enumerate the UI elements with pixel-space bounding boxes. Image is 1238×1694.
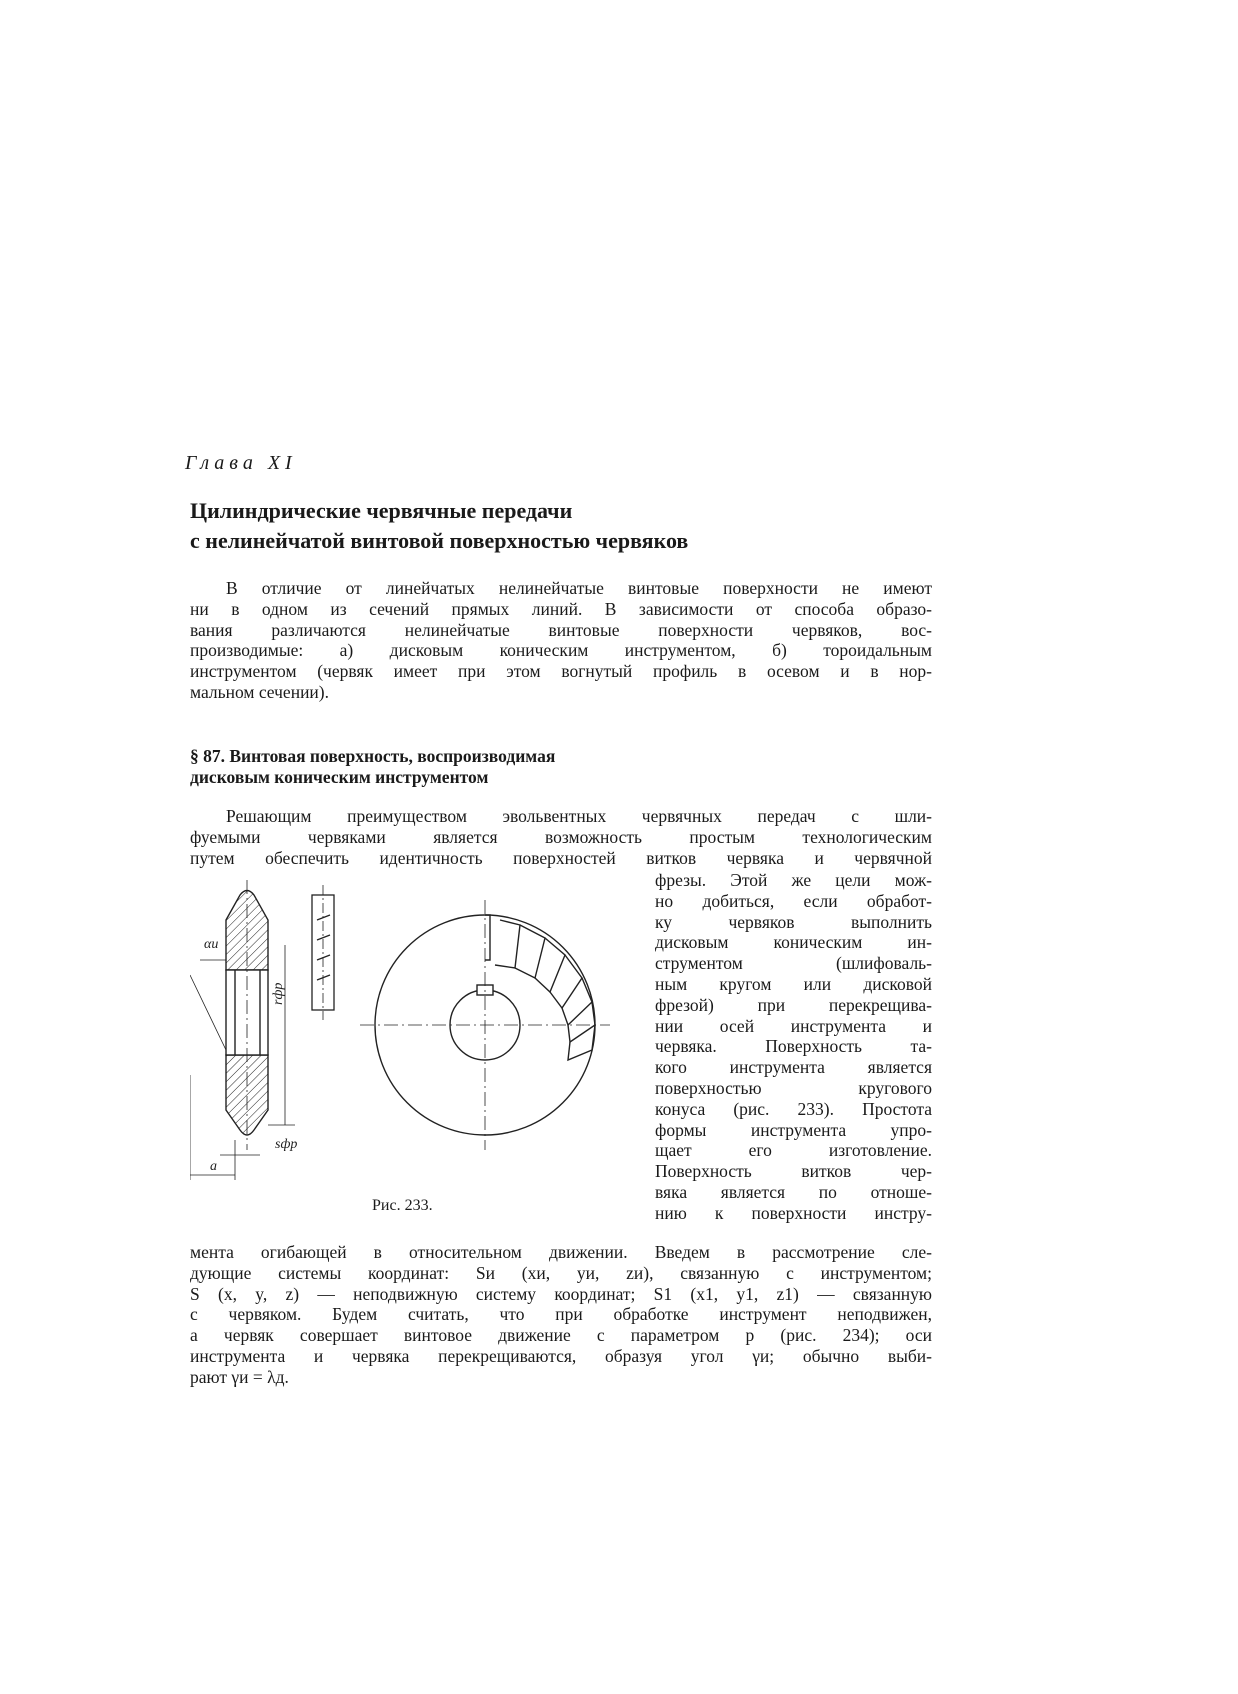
side-line: ку червяков выполнить	[655, 911, 932, 932]
chapter-title-line-2: с нелинейчатой винтовой поверхностью червяков	[190, 528, 689, 553]
side-line: вяка является по отноше-	[655, 1181, 932, 1202]
intro-line: инструментом (червяк имеет при этом вогнутый профиль в осевом и в нор-	[190, 661, 932, 682]
section-heading-line-1: § 87. Винтовая поверхность, воспроизводимая	[190, 746, 556, 766]
side-line: поверхностью кругового	[655, 1077, 932, 1098]
side-line: кого инструмента является	[655, 1057, 932, 1078]
intro-line: ни в одном из сечений прямых линий. В зависимости от способа образо-	[190, 598, 932, 619]
chapter-title-line-1: Цилиндрические червячные передачи	[190, 498, 573, 523]
body-top-paragraph	[190, 806, 932, 868]
intro-paragraph	[190, 578, 932, 703]
body-line: а червяк совершает винтовое движение с параметром p (рис. 234); оси	[190, 1325, 932, 1346]
body-line: с червяком. Будем считать, что при обработке инструмент неподвижен,	[190, 1304, 932, 1325]
side-line: фрезой) при перекрещива-	[655, 994, 932, 1015]
body-line: путем обеспечить идентичность поверхностей витков червяка и червячной	[190, 847, 932, 868]
body-bottom-paragraph	[190, 1242, 932, 1388]
body-line: мента огибающей в относительном движении. Введем в рассмотрение сле-	[190, 1242, 932, 1262]
tool-side-view	[312, 885, 334, 1020]
figure-caption: Рис. 233.	[372, 1197, 433, 1214]
body-line: фуемыми червяками является возможность простым технологическим	[190, 826, 932, 847]
body-side-column	[655, 870, 932, 1224]
side-line: но добиться, если обработ-	[655, 890, 932, 911]
side-line: струментом (шлифоваль-	[655, 953, 932, 974]
tool-section-drawing	[190, 880, 298, 1180]
chapter-label: Глава XI	[185, 452, 297, 474]
body-line: Решающим преимуществом эвольвентных червячных передач с шли-	[226, 806, 932, 826]
figure-233	[190, 880, 650, 1190]
side-line: конуса (рис. 233). Простота	[655, 1098, 932, 1119]
chapter-title	[190, 496, 688, 556]
side-line: дисковым коническим ин-	[655, 932, 932, 953]
side-line: фрезы. Этой же цели мож-	[655, 870, 932, 890]
alpha-label: αи	[204, 937, 219, 952]
side-line: Поверхность витков чер-	[655, 1161, 932, 1182]
section-heading-line-2: дисковым коническим инструментом	[190, 767, 489, 787]
width-label: sфр	[275, 1137, 298, 1152]
a-label: a	[210, 1159, 217, 1174]
side-line: нии осей инструмента и	[655, 1015, 932, 1036]
radius-label: rфр	[271, 982, 286, 1005]
side-line: нию к поверхности инстру-	[655, 1202, 932, 1223]
tool-front-view	[360, 900, 610, 1150]
body-line: S (x, y, z) — неподвижную систему координат; S1 (x1, y1, z1) — связанную	[190, 1283, 932, 1304]
side-line: ным кругом или дисковой	[655, 973, 932, 994]
body-line: инструмента и червяка перекрещиваются, образуя угол γи; обычно выби-	[190, 1345, 932, 1366]
intro-line: производимые: а) дисковым коническим инструментом, б) тороидальным	[190, 640, 932, 661]
side-line: формы инструмента упро-	[655, 1119, 932, 1140]
body-line: дующие системы координат: Sи (xи, yи, zи), связанную с инструментом;	[190, 1262, 932, 1283]
body-line: рают γи = λд.	[190, 1366, 289, 1387]
side-line: червяка. Поверхность та-	[655, 1036, 932, 1057]
intro-line: В отличие от линейчатых нелинейчатые винтовые поверхности не имеют	[226, 578, 932, 598]
section-heading	[190, 746, 555, 788]
side-line: щает его изготовление.	[655, 1140, 932, 1161]
intro-line: вания различаются нелинейчатые винтовые поверхности червяков, вос-	[190, 619, 932, 640]
intro-line: мальном сечении).	[190, 681, 330, 702]
